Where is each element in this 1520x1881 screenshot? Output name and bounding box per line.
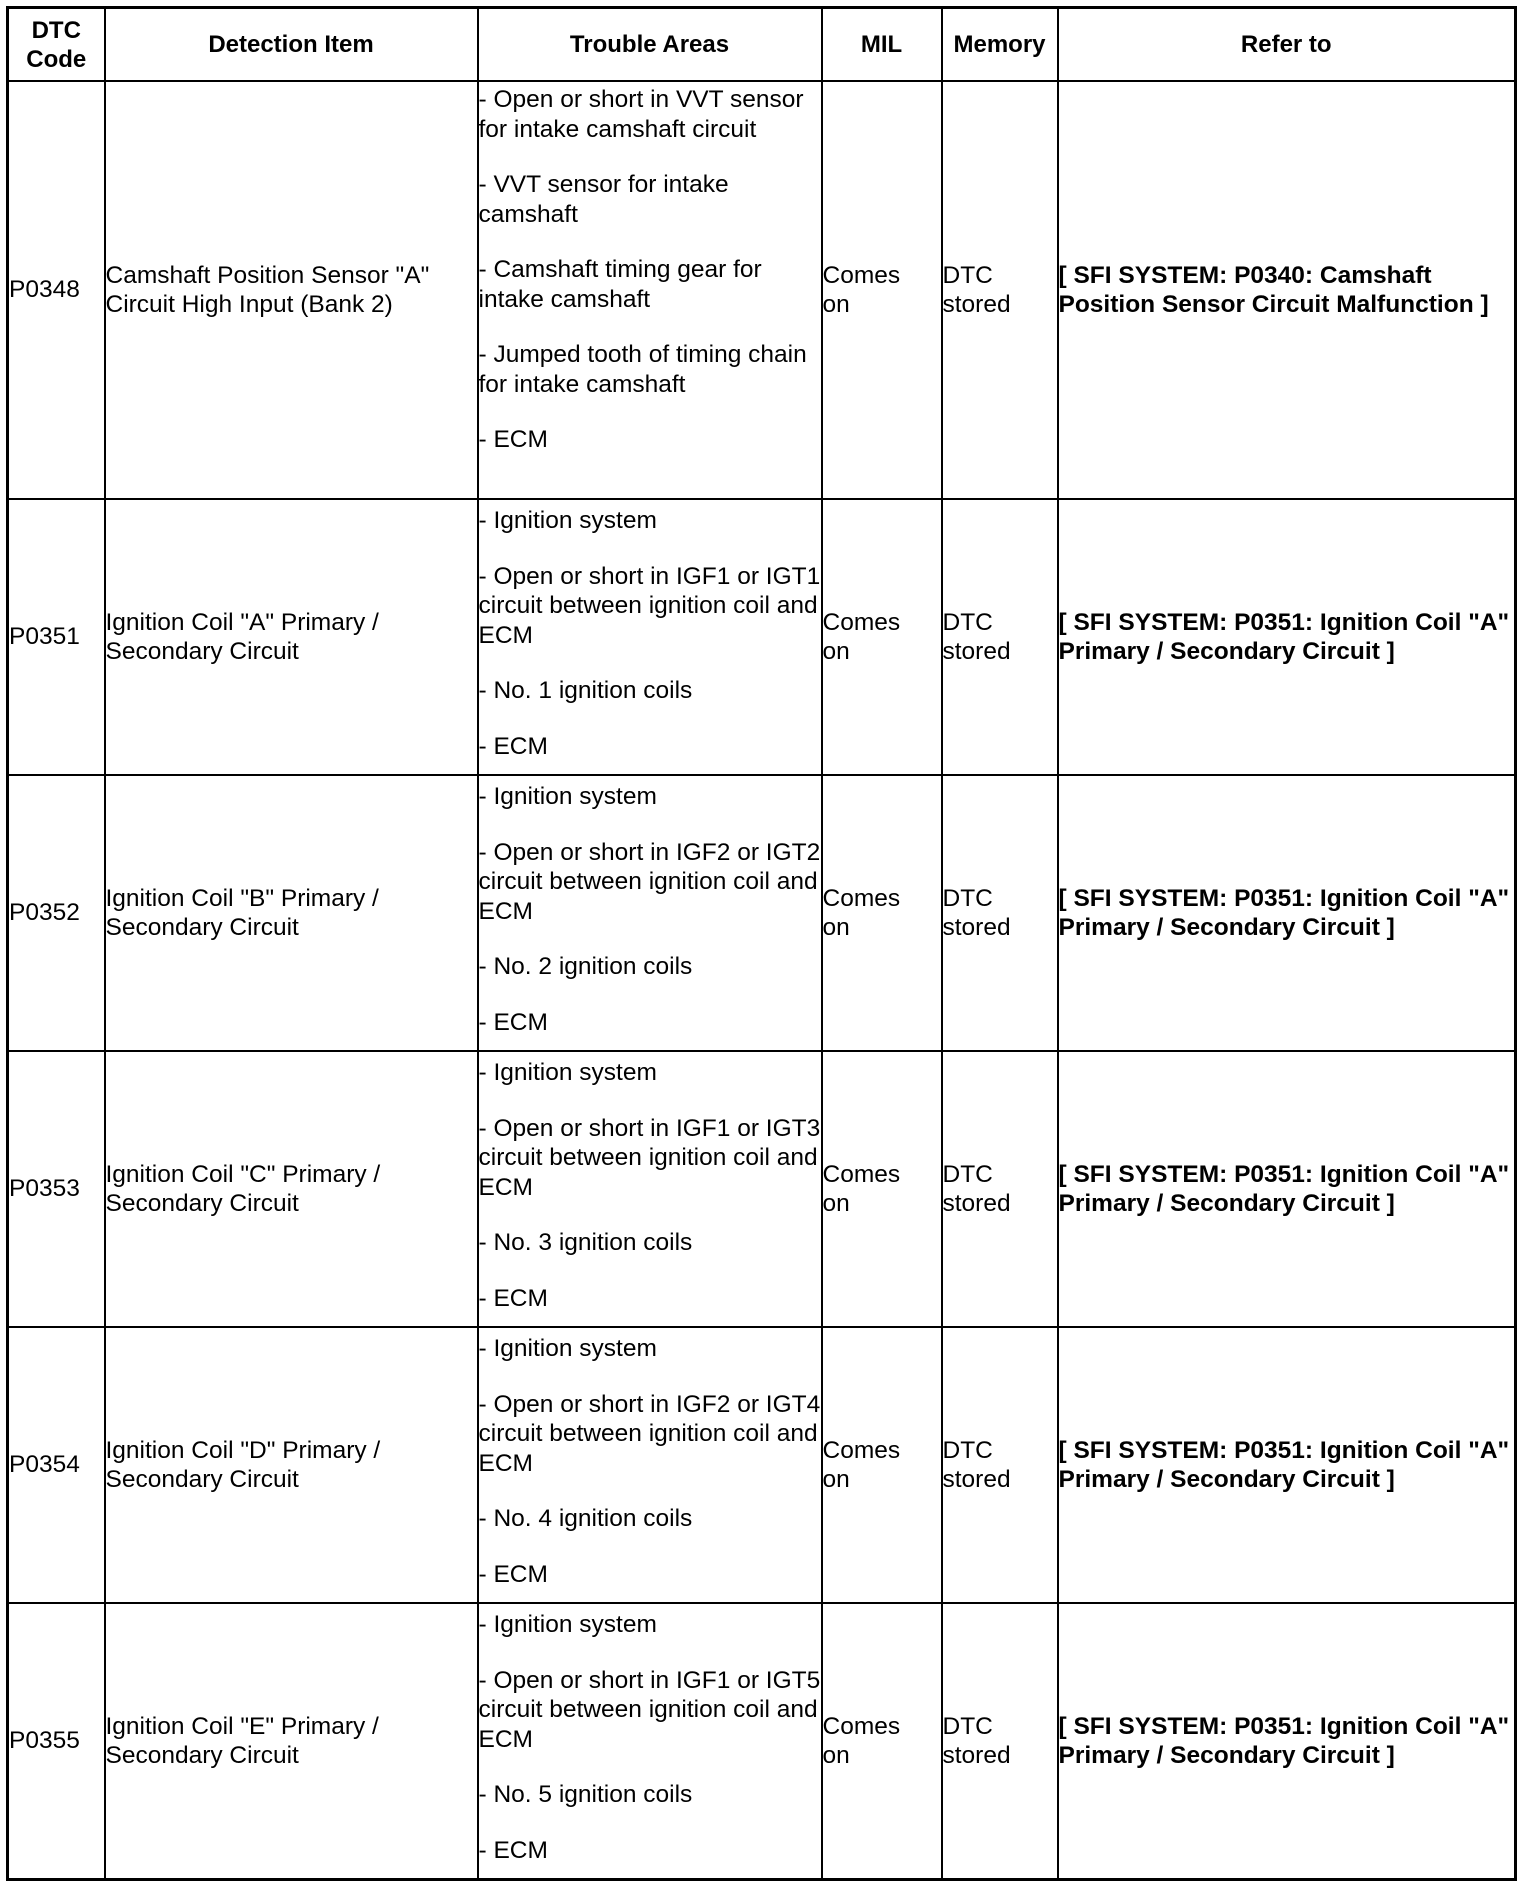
mil-value: Comes on	[822, 1436, 901, 1493]
dtc-code-cell: P0355	[8, 1603, 105, 1880]
dtc-code-cell: P0351	[8, 499, 105, 775]
dtc-code-cell: P0348	[8, 81, 105, 499]
header-memory: Memory	[942, 8, 1058, 82]
header-detection-item: Detection Item	[105, 8, 478, 82]
trouble-area-item: - Ignition system	[478, 507, 657, 534]
trouble-areas-cell	[478, 1603, 822, 1880]
mil-cell	[822, 81, 942, 499]
trouble-area-item: - VVT sensor for intake camshaft	[478, 171, 729, 228]
mil-cell	[822, 775, 942, 1051]
refer-to-cell: [ SFI SYSTEM: P0351: Ignition Coil "A" Primary / Secondary Circuit ]	[1058, 499, 1516, 775]
mil-value: Comes on	[822, 884, 901, 941]
trouble-area-item: - ECM	[478, 1008, 548, 1036]
trouble-area-item: - Open or short in IGF1 or IGT5 circuit between ignition coil and ECM	[478, 1666, 821, 1753]
mil-value: Comes on	[822, 1712, 901, 1769]
mil-value: Comes on	[822, 261, 901, 318]
trouble-areas-cell	[478, 1051, 822, 1327]
trouble-area-item: - Open or short in VVT sensor for intake camshaft circuit	[478, 86, 804, 143]
detection-item-cell: Ignition Coil "B" Primary / Secondary Circuit	[105, 775, 478, 1051]
refer-to-cell: [ SFI SYSTEM: P0351: Ignition Coil "A" Primary / Secondary Circuit ]	[1058, 1327, 1516, 1603]
header-trouble-areas: Trouble Areas	[478, 8, 822, 82]
refer-to-cell: [ SFI SYSTEM: P0351: Ignition Coil "A" Primary / Secondary Circuit ]	[1058, 775, 1516, 1051]
dtc-code-cell: P0353	[8, 1051, 105, 1327]
memory-cell	[942, 1327, 1058, 1603]
trouble-area-item: - Ignition system	[478, 783, 657, 810]
trouble-area-item: - Open or short in IGF2 or IGT4 circuit between ignition coil and ECM	[478, 1390, 821, 1477]
header-mil: MIL	[822, 8, 942, 82]
memory-value: DTC stored	[942, 261, 1011, 318]
trouble-area-item: - Open or short in IGF2 or IGT2 circuit between ignition coil and ECM	[478, 838, 821, 925]
trouble-area-item: - Open or short in IGF1 or IGT3 circuit between ignition coil and ECM	[478, 1114, 821, 1201]
refer-to-cell: [ SFI SYSTEM: P0351: Ignition Coil "A" Primary / Secondary Circuit ]	[1058, 1603, 1516, 1880]
memory-cell	[942, 1051, 1058, 1327]
table-row	[8, 1603, 1516, 1880]
header-dtc-code: DTC Code	[8, 8, 105, 82]
trouble-areas-cell	[478, 1327, 822, 1603]
table-row	[8, 499, 1516, 775]
trouble-area-item: - ECM	[478, 1836, 548, 1864]
table-row	[8, 1327, 1516, 1603]
memory-value: DTC stored	[942, 1160, 1011, 1217]
trouble-area-item: - Ignition system	[478, 1335, 657, 1362]
trouble-area-item: - ECM	[478, 732, 548, 760]
table-body	[8, 81, 1516, 1880]
detection-item-cell: Camshaft Position Sensor "A" Circuit High Input (Bank 2)	[105, 81, 478, 499]
mil-value: Comes on	[822, 608, 901, 665]
dtc-code-cell: P0352	[8, 775, 105, 1051]
table-row	[8, 775, 1516, 1051]
detection-item-cell: Ignition Coil "A" Primary / Secondary Circuit	[105, 499, 478, 775]
trouble-area-item: - Open or short in IGF1 or IGT1 circuit between ignition coil and ECM	[478, 562, 821, 649]
memory-cell	[942, 81, 1058, 499]
trouble-area-item: - ECM	[478, 426, 548, 453]
trouble-areas-cell	[478, 81, 822, 499]
detection-item-cell: Ignition Coil "C" Primary / Secondary Circuit	[105, 1051, 478, 1327]
mil-cell	[822, 1327, 942, 1603]
refer-to-cell: [ SFI SYSTEM: P0351: Ignition Coil "A" Primary / Secondary Circuit ]	[1058, 1051, 1516, 1327]
trouble-area-item: - No. 5 ignition coils	[478, 1781, 693, 1808]
dtc-code-cell: P0354	[8, 1327, 105, 1603]
mil-value: Comes on	[822, 1160, 901, 1217]
trouble-area-item: - No. 4 ignition coils	[478, 1505, 693, 1532]
memory-value: DTC stored	[942, 1712, 1011, 1769]
trouble-area-item: - Camshaft timing gear for intake camshaft	[478, 256, 762, 313]
trouble-area-item: - No. 2 ignition coils	[478, 953, 693, 980]
trouble-area-item: - No. 1 ignition coils	[478, 677, 693, 704]
trouble-area-item: - ECM	[478, 1560, 548, 1588]
trouble-areas-cell	[478, 775, 822, 1051]
mil-cell	[822, 499, 942, 775]
table-row	[8, 1051, 1516, 1327]
header-refer-to: Refer to	[1058, 8, 1516, 82]
refer-to-cell: [ SFI SYSTEM: P0340: Camshaft Position Sensor Circuit Malfunction ]	[1058, 81, 1516, 499]
trouble-area-item: - No. 3 ignition coils	[478, 1229, 693, 1256]
table-header-row	[8, 8, 1516, 82]
dtc-table	[6, 6, 1517, 1881]
detection-item-cell: Ignition Coil "E" Primary / Secondary Circuit	[105, 1603, 478, 1880]
memory-value: DTC stored	[942, 884, 1011, 941]
trouble-area-item: - ECM	[478, 1284, 548, 1312]
trouble-area-item: - Ignition system	[478, 1611, 657, 1638]
detection-item-cell: Ignition Coil "D" Primary / Secondary Circuit	[105, 1327, 478, 1603]
mil-cell	[822, 1051, 942, 1327]
memory-cell	[942, 1603, 1058, 1880]
memory-cell	[942, 775, 1058, 1051]
memory-value: DTC stored	[942, 1436, 1011, 1493]
memory-cell	[942, 499, 1058, 775]
trouble-areas-cell	[478, 499, 822, 775]
table-row	[8, 81, 1516, 499]
trouble-area-item: - Ignition system	[478, 1059, 657, 1086]
mil-cell	[822, 1603, 942, 1880]
memory-value: DTC stored	[942, 608, 1011, 665]
trouble-area-item: - Jumped tooth of timing chain for intake camshaft	[478, 341, 807, 398]
